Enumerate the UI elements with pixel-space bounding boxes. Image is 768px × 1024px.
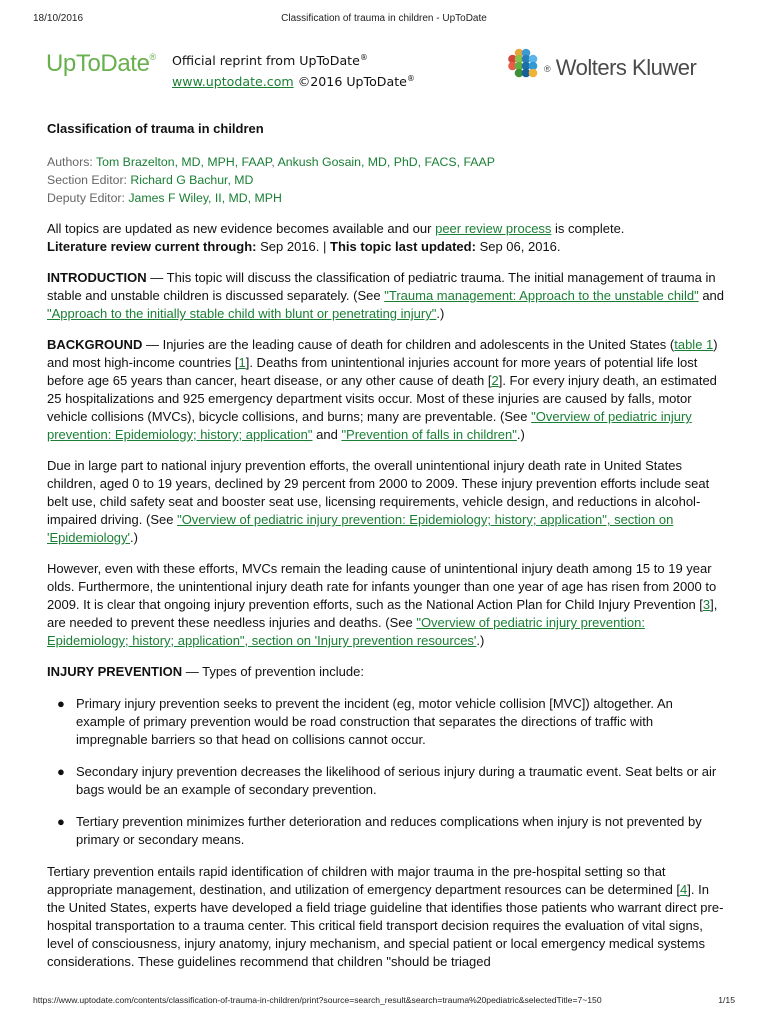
topic-link[interactable]: "Overview of pediatric injury prevention: Epidemiology; history; application"	[47, 409, 692, 442]
reference-link[interactable]: 2	[491, 373, 499, 388]
print-url: https://www.uptodate.com/contents/classification-of-trauma-in-children/print?source=search_result&search=trauma%20pediatric&selectedTitle=7~150	[33, 995, 602, 1005]
bullet-icon: ●	[57, 696, 65, 711]
list-item: ● Tertiary prevention minimizes further deterioration and reduces complications when injury is not prevented by primary or secondary means.	[57, 814, 702, 847]
deputy-editor-line: Deputy Editor: James F Wiley, II, MD, MPH	[47, 191, 282, 205]
update-notice: All topics are updated as new evidence becomes available and our peer review process is complete. Literature review current through: Sep 2016. | This topic last updated: Sep 06, 2016.	[47, 221, 625, 254]
tertiary-prevention-paragraph: Tertiary prevention entails rapid identification of children with major trauma in the pre-hospital setting so that appropriate management, destination, and utilization of emergency department resources can be determined [4]. In the United States, experts have developed a field triage guideline that identifies those patients who warrant direct pre-hospital transportation to a trauma center. This critical field transport decision requires the evaluation of vital signs, level of consciousness, injury anatomy, injury mechanism, and special patient or local emergency medical systems considerations. These guidelines recommend that children "should be triaged	[47, 864, 724, 969]
introduction-paragraph: INTRODUCTION — This topic will discuss the classification of pediatric trauma. The initial management of trauma in stable and unstable children is discussed separately. (See "Trauma management: Approach to the unstable child" and "Approach to the initially stable child with blunt or penetrating injury".)	[47, 270, 725, 321]
prevention-types-list	[47, 695, 725, 849]
reprint-notice: Official reprint from UpToDate® www.uptodate.com ©2016 UpToDate®	[172, 53, 415, 90]
injury-rate-paragraph: Due in large part to national injury prevention efforts, the overall unintentional injury death rate in United States children, aged 0 to 19 years, declined by 29 percent from 2000 to 2009. These injury prevention efforts include seat belt use, child safety seat and booster seat use, licensing requirements, vehicle design, and reductions in alcohol-impaired driving. (See "Overview of pediatric injury prevention: Epidemiology; history; application", section on 'Epidemiology'.)	[47, 458, 710, 545]
wolters-kluwer-wordmark: ® Wolters Kluwer	[544, 55, 697, 80]
table-link[interactable]: table 1	[674, 337, 714, 352]
reference-link[interactable]: 1	[238, 355, 246, 370]
reference-link[interactable]: 3	[702, 597, 711, 612]
injury-prevention-heading: INJURY PREVENTION	[47, 664, 183, 679]
authors-line: Authors: Tom Brazelton, MD, MPH, FAAP, Ankush Gosain, MD, PhD, FACS, FAAP	[47, 155, 495, 169]
section-editor-link[interactable]: Richard G Bachur, MD	[130, 173, 254, 187]
author-link[interactable]: Tom Brazelton, MD, MPH, FAAP	[96, 155, 272, 169]
topic-link[interactable]: "Prevention of falls in children"	[341, 427, 517, 442]
section-editor-line: Section Editor: Richard G Bachur, MD	[47, 173, 254, 187]
print-date: 18/10/2016	[33, 13, 84, 24]
topic-link[interactable]: "Approach to the initially stable child with blunt or penetrating injury"	[47, 306, 437, 321]
mvc-paragraph: However, even with these efforts, MVCs remain the leading cause of unintentional injury death among 15 to 19 year olds. Furthermore, the unintentional injury death rate for infants younger than one year of age has risen from 2000 to 2009. It is clear that ongoing injury prevention efforts, such as the National Action Plan for Child Injury Prevention [3], are needed to prevent these needless injuries and deaths. (See "Overview of pediatric injury prevention: Epidemiology; history; application", section on 'Injury prevention resources'.)	[47, 561, 718, 648]
peer-review-link[interactable]: peer review process	[435, 221, 552, 236]
list-item: ● Primary injury prevention seeks to prevent the incident (eg, motor vehicle collision [MVC]) altogether. An example of primary prevention would be road construction that separates the directions of traffic with impregnable barriers so that head on collisions cannot occur.	[57, 696, 673, 747]
article-content	[47, 121, 725, 971]
topic-link[interactable]: "Overview of pediatric injury prevention: Epidemiology; history; application", section on 'Epidemiology'	[47, 512, 674, 545]
bullet-icon: ●	[57, 764, 65, 779]
background-paragraph: BACKGROUND — Injuries are the leading cause of death for children and adolescents in the United States (table 1) and most high-income countries [1]. Deaths from unintentional injuries account for more years of potential life lost before age 65 years than cancer, heart disease, or any other cause of death [2]. For every injury death, an estimated 25 hospitalizations and 925 emergency department visits occur. Most of these injuries are caused by falls, motor vehicle collisions (MVCs), bicycle collisions, and burns; many are preventable. (See "Overview of pediatric injury prevention: Epidemiology; history; application" and "Prevention of falls in children".)	[47, 337, 718, 442]
uptodate-logo: UpToDate®	[46, 50, 156, 77]
print-header	[0, 13, 768, 25]
uptodate-link[interactable]: www.uptodate.com	[172, 74, 294, 90]
injury-prevention-paragraph: INJURY PREVENTION — Types of prevention include:	[47, 664, 364, 679]
topic-link[interactable]: "Trauma management: Approach to the unstable child"	[384, 288, 699, 303]
bullet-icon: ●	[57, 814, 65, 829]
author-link[interactable]: Ankush Gosain, MD, PhD, FACS, FAAP	[277, 155, 495, 169]
introduction-heading: INTRODUCTION	[47, 270, 147, 285]
page-number: 1/15	[718, 995, 735, 1005]
wolters-kluwer-logo-icon	[508, 48, 542, 82]
background-heading: BACKGROUND	[47, 337, 143, 352]
print-page-title: Classification of trauma in children - UpToDate	[281, 13, 487, 24]
reference-link[interactable]: 4	[680, 882, 688, 897]
reprint-header	[0, 44, 768, 94]
deputy-editor-link[interactable]: James F Wiley, II, MD, MPH	[128, 191, 282, 205]
topic-link[interactable]: "Overview of pediatric injury prevention: Epidemiology; history; application", section on 'Injury prevention resources'	[47, 615, 645, 648]
list-item: ● Secondary injury prevention decreases the likelihood of serious injury during a traumatic event. Seat belts or air bags would be an example of secondary prevention.	[57, 764, 717, 797]
article-title: Classification of trauma in children	[47, 121, 264, 136]
article-meta	[47, 153, 725, 207]
